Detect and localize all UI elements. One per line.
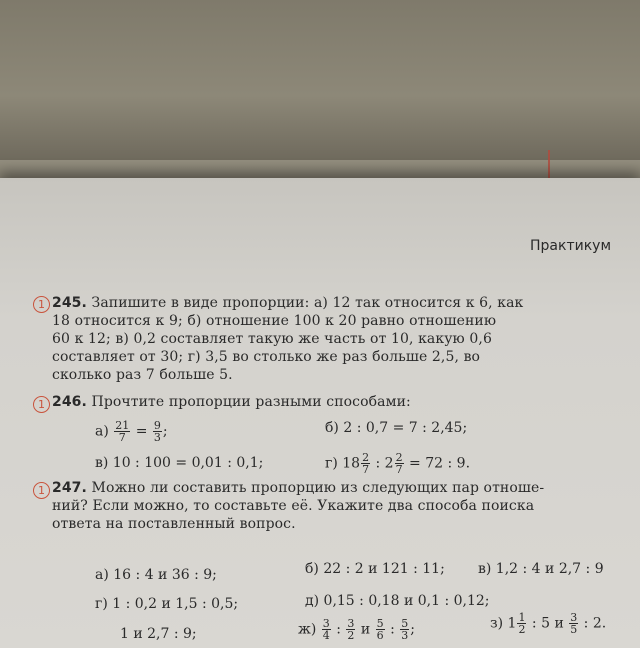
problem-number: 245. xyxy=(52,295,87,311)
difficulty-marker-icon: 1 xyxy=(33,482,50,499)
fraction: $\frac{3}{5}$ xyxy=(570,611,578,636)
problem-245-line-2: 18 относится к 9; б) отношение 100 к 20 равно отношению xyxy=(52,313,497,329)
problem-245-line-5: сколько раз 7 больше 5. xyxy=(52,367,233,383)
problem-245-line-4: составляет от 30; г) 3,5 во столько же раз больше 2,5, во xyxy=(52,349,481,365)
problem-246-line-1: 246. Прочтите пропорции разными способами: xyxy=(52,394,411,410)
problem-245-line-3: 60 к 12; в) 0,2 составляет такую же часть от 10, какую 0,6 xyxy=(52,331,492,347)
fraction: $\frac{21}{7}$ xyxy=(115,419,130,444)
problem-247-line-3: ответа на поставленный вопрос. xyxy=(52,516,296,532)
problem-247-line-1: 247. Можно ли составить пропорцию из следующих пар отноше- xyxy=(52,480,545,496)
item-247-b: б) 22 : 2 и 121 : 11; xyxy=(305,561,445,577)
item-247-d: д) 0,15 : 0,18 и 0,1 : 0,12; xyxy=(305,593,490,609)
fraction: $\frac{5}{3}$ xyxy=(401,617,409,642)
problem-number: 247. xyxy=(52,480,87,496)
fraction: $\frac{3}{4}$ xyxy=(322,617,330,642)
difficulty-marker-icon: 1 xyxy=(33,396,50,413)
fraction: $\frac{3}{2}$ xyxy=(347,617,355,642)
fraction: $\frac{2}{7}$ xyxy=(362,451,370,476)
item-247-a: а) 16 : 4 и 36 : 9; xyxy=(95,567,217,583)
fraction: $\frac{9}{3}$ xyxy=(153,419,161,444)
fraction: $\frac{1}{2}$ xyxy=(518,611,526,636)
fraction: $\frac{5}{6}$ xyxy=(376,617,384,642)
item-246-a: а) $\frac{21}{7}$ = $\frac{9}{3}$ ; xyxy=(95,419,168,444)
item-246-v: в) 10 : 100 = 0,01 : 0,1; xyxy=(95,455,264,471)
problem-number: 246. xyxy=(52,394,87,410)
item-247-z: з) 1 $\frac{1}{2}$ : 5 и $\frac{3}{5}$ : 2. xyxy=(490,611,607,636)
item-247-g: г) 1 : 0,2 и 1,5 : 0,5; xyxy=(95,596,239,612)
problem-247-line-2: ний? Если можно, то составьте её. Укажите два способа поиска xyxy=(52,498,535,514)
table-surface xyxy=(0,0,640,160)
item-247-e-partial: 1 и 2,7 : 9; xyxy=(120,626,197,642)
item-247-zh: ж) $\frac{3}{4}$ : $\frac{3}{2}$ и $\frac{5}{6}$ : $\frac{5}{3}$ ; xyxy=(298,617,415,642)
difficulty-marker-icon: 1 xyxy=(33,296,50,313)
page-header: Практикум xyxy=(530,238,612,254)
item-247-v: в) 1,2 : 4 и 2,7 : 9 xyxy=(478,561,604,577)
item-246-g: г) 18 $\frac{2}{7}$ : 2 $\frac{2}{7}$ = 72 : 9. xyxy=(325,451,471,476)
problem-245-line-1: 245. Запишите в виде пропорции: а) 12 так относится к 6, как xyxy=(52,295,524,311)
fraction: $\frac{2}{7}$ xyxy=(395,451,403,476)
item-246-b: б) 2 : 0,7 = 7 : 2,45; xyxy=(325,420,468,436)
